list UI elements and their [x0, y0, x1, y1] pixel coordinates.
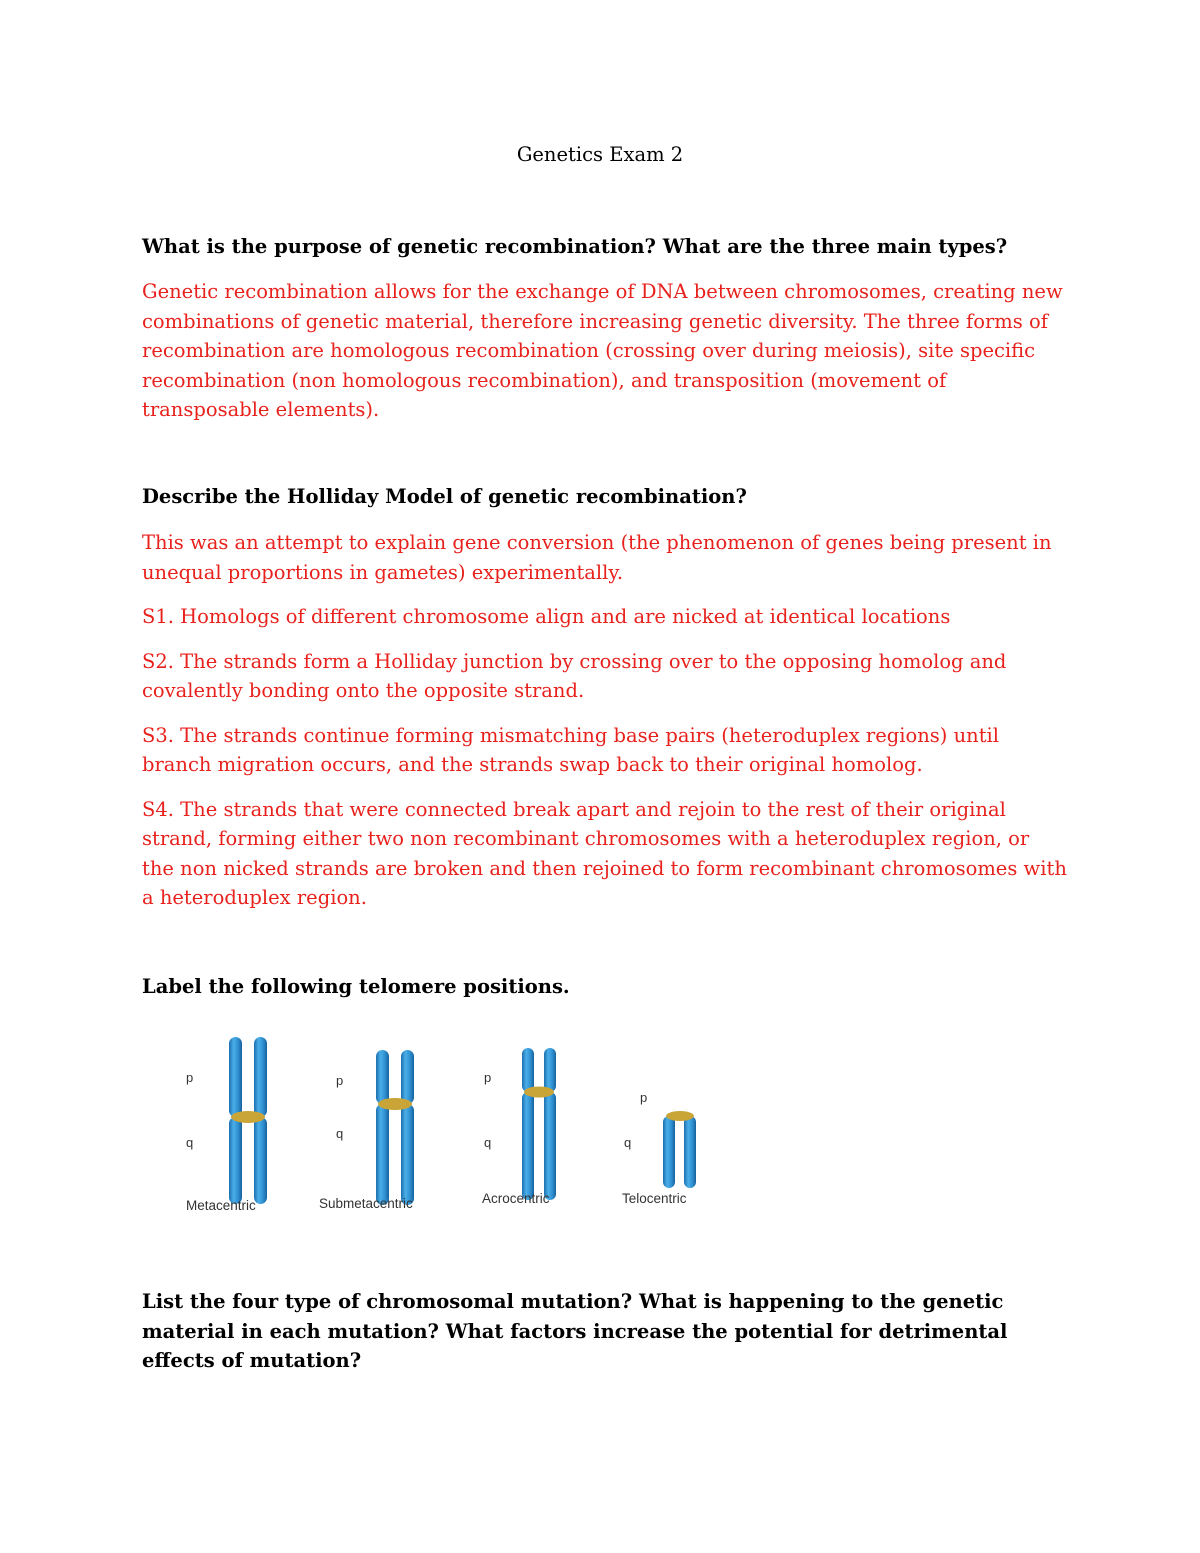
answer-2-step-4: S4. The strands that were connected break apart and rejoin to the rest of their original strand, forming either two non recombinant chromosomes with a heteroduplex region, or the non nicked strands are broken and then rejoined to form recombinant chromosomes with a heteroduplex region. — [142, 797, 1067, 909]
chromosome-figure — [150, 1020, 710, 1220]
p-label: p — [186, 1070, 194, 1085]
question-4: List the four type of chromosomal mutation? What is happening to the genetic material in each mutation? What factors increase the potential for detrimental effects of mutation? — [142, 1290, 1008, 1372]
telocentric-chromosome — [622, 1090, 696, 1206]
centromere-icon — [231, 1111, 265, 1123]
question-3: Label the following telomere positions. — [142, 975, 570, 998]
answer-2-step-2: S2. The strands form a Holliday junction by crossing over to the opposing homolog and covalently bonding onto the opposite strand. — [142, 649, 1007, 702]
metacentric-chromosome — [186, 1037, 267, 1213]
metacentric-label: Metacentric — [186, 1198, 256, 1213]
centromere-icon — [666, 1111, 694, 1121]
p-label: p — [640, 1090, 648, 1105]
p-label: p — [336, 1073, 344, 1088]
answer-2-step-3: S3. The strands continue forming mismatching base pairs (heteroduplex regions) until branch migration occurs, and the strands swap back to their original homolog. — [142, 723, 1000, 776]
answer-2 — [142, 528, 1067, 913]
q-label: q — [336, 1126, 344, 1141]
centromere-icon — [524, 1087, 554, 1098]
telocentric-label: Telocentric — [622, 1191, 687, 1206]
acrocentric-chromosome — [482, 1048, 556, 1206]
submetacentric-chromosome — [319, 1050, 414, 1211]
centromere-icon — [378, 1098, 412, 1110]
answer-2-intro: This was an attempt to explain gene conversion (the phenomenon of genes being present in unequal proportions in gametes) experimentally. — [142, 531, 1052, 584]
acrocentric-label: Acrocentric — [482, 1191, 550, 1206]
answer-1 — [142, 277, 1067, 425]
p-label: p — [484, 1070, 492, 1085]
chromosome-diagram — [150, 1020, 710, 1220]
question-1: What is the purpose of genetic recombination? What are the three main types? — [142, 235, 1008, 258]
q-label: q — [624, 1135, 632, 1150]
page-title: Genetics Exam 2 — [516, 143, 684, 166]
q-label: q — [484, 1135, 492, 1150]
q-label: q — [186, 1135, 194, 1150]
submetacentric-label: Submetacentric — [319, 1196, 413, 1211]
answer-2-step-1: S1. Homologs of different chromosome align and are nicked at identical locations — [142, 605, 951, 628]
question-2: Describe the Holliday Model of genetic recombination? — [142, 485, 747, 508]
answer-1-text: Genetic recombination allows for the exchange of DNA between chromosomes, creating new combinations of genetic material, therefore increasing genetic diversity. The three forms of recombination are homologous recombination (crossing over during meiosis), site specific recombination (non homologous recombination), and transposition (movement of transposable elements). — [142, 280, 1063, 421]
